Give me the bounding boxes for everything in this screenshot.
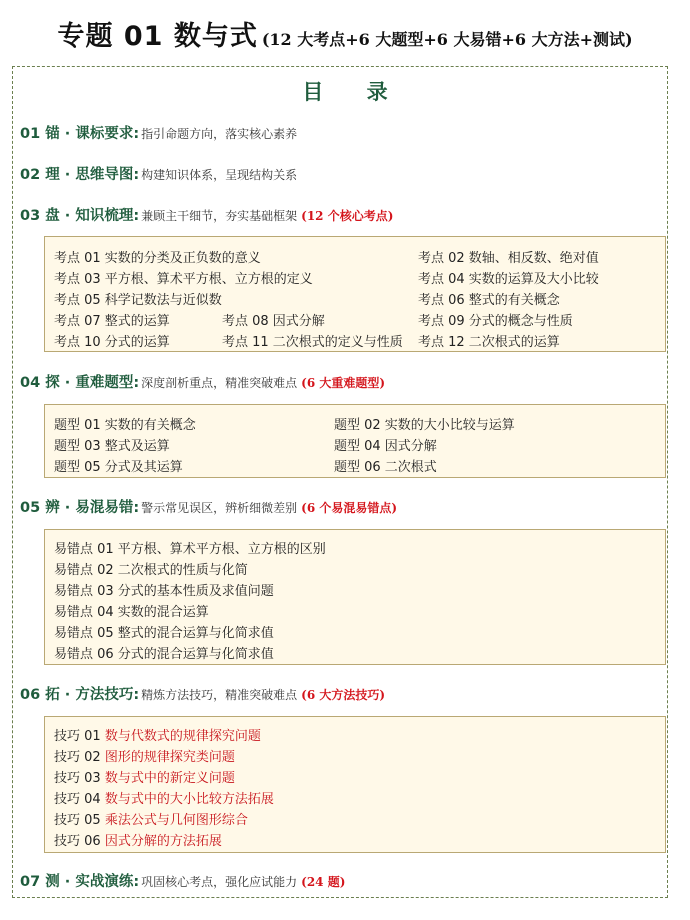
section-02[interactable] xyxy=(20,163,297,184)
section-07[interactable] xyxy=(20,870,345,891)
section-07-desc: 巩固核心考点，强化应试能力 xyxy=(141,875,298,889)
section-04-desc: 深度剖析重点，精准突破难点 xyxy=(141,376,298,390)
kaodian-item[interactable]: 考点 02 数轴、相反数、绝对值 xyxy=(418,251,599,266)
title-subtitle: (12 大考点+6 大题型+6 大易错+6 大方法+测试) xyxy=(261,30,633,49)
kaodian-box xyxy=(44,236,666,352)
yicuo-item[interactable]: 易错点 05 整式的混合运算与化简求值 xyxy=(54,626,274,641)
jiqiao-item[interactable] xyxy=(54,788,274,807)
section-04[interactable] xyxy=(20,371,385,392)
yicuo-item[interactable]: 易错点 03 分式的基本性质及求值问题 xyxy=(54,584,274,599)
kaodian-item[interactable]: 考点 08 因式分解 xyxy=(222,314,325,329)
jiqiao-item[interactable] xyxy=(54,725,261,744)
kaodian-item[interactable]: 考点 12 二次根式的运算 xyxy=(418,335,560,350)
jiqiao-box xyxy=(44,716,666,853)
kaodian-item[interactable]: 考点 04 实数的运算及大小比较 xyxy=(418,272,599,287)
section-03-head: 03 盘 · 知识梳理: xyxy=(20,208,140,224)
section-03-tag: (12 个核心考点) xyxy=(301,209,394,223)
document-title xyxy=(0,14,690,53)
yicuo-item[interactable]: 易错点 06 分式的混合运算与化简求值 xyxy=(54,647,274,662)
section-03-desc: 兼顾主干细节，夯实基础框架 xyxy=(141,209,298,223)
jiqiao-number: 技巧 06 xyxy=(54,834,101,849)
jiqiao-number: 技巧 03 xyxy=(54,771,101,786)
yicuo-item[interactable]: 易错点 02 二次根式的性质与化简 xyxy=(54,563,248,578)
section-05-head: 05 辨 · 易混易错: xyxy=(20,500,140,516)
section-02-head: 02 理 · 思维导图: xyxy=(20,167,140,183)
section-06-desc: 精炼方法技巧，精准突破难点 xyxy=(141,688,298,702)
section-04-head: 04 探 · 重难题型: xyxy=(20,375,140,391)
section-04-tag: (6 大重难题型) xyxy=(301,376,386,390)
kaodian-item[interactable]: 考点 06 整式的有关概念 xyxy=(418,293,560,308)
toc-heading: 目 录 xyxy=(302,80,406,104)
kaodian-item[interactable]: 考点 05 科学记数法与近似数 xyxy=(54,293,222,308)
section-01-desc: 指引命题方向，落实核心素养 xyxy=(141,127,298,141)
jiqiao-text: 因式分解的方法拓展 xyxy=(104,834,222,849)
section-06-head: 06 拓 · 方法技巧: xyxy=(20,687,140,703)
jiqiao-text: 数与式中的大小比较方法拓展 xyxy=(104,792,274,807)
kaodian-item[interactable]: 考点 09 分式的概念与性质 xyxy=(418,314,573,329)
tixing-box xyxy=(44,404,666,478)
yicuo-box xyxy=(44,529,666,665)
section-07-head: 07 测 · 实战演练: xyxy=(20,874,140,890)
jiqiao-item[interactable] xyxy=(54,809,248,828)
kaodian-item[interactable]: 考点 03 平方根、算术平方根、立方根的定义 xyxy=(54,272,313,287)
kaodian-item[interactable]: 考点 07 整式的运算 xyxy=(54,314,170,329)
jiqiao-text: 数与式中的新定义问题 xyxy=(104,771,235,786)
jiqiao-number: 技巧 05 xyxy=(54,813,101,828)
section-06-tag: (6 大方法技巧) xyxy=(301,688,386,702)
jiqiao-text: 数与代数式的规律探究问题 xyxy=(104,729,261,744)
section-06[interactable] xyxy=(20,683,385,704)
kaodian-item[interactable]: 考点 10 分式的运算 xyxy=(54,335,170,350)
section-01[interactable] xyxy=(20,122,297,143)
jiqiao-number: 技巧 02 xyxy=(54,750,101,765)
section-05-desc: 警示常见误区，辨析细微差别 xyxy=(141,501,298,515)
tixing-item[interactable]: 题型 02 实数的大小比较与运算 xyxy=(334,418,515,433)
jiqiao-item[interactable] xyxy=(54,767,235,786)
jiqiao-text: 图形的规律探究类问题 xyxy=(104,750,235,765)
title-main: 专题 01 数与式 xyxy=(57,21,258,52)
jiqiao-item[interactable] xyxy=(54,746,235,765)
section-05[interactable] xyxy=(20,496,397,517)
section-01-head: 01 锚 · 课标要求: xyxy=(20,126,140,142)
tixing-item[interactable]: 题型 06 二次根式 xyxy=(334,460,437,475)
section-07-tag: (24 题) xyxy=(301,875,346,889)
tixing-item[interactable]: 题型 01 实数的有关概念 xyxy=(54,418,196,433)
tixing-item[interactable]: 题型 03 整式及运算 xyxy=(54,439,170,454)
jiqiao-number: 技巧 01 xyxy=(54,729,101,744)
kaodian-item[interactable]: 考点 11 二次根式的定义与性质 xyxy=(222,335,403,350)
yicuo-item[interactable]: 易错点 04 实数的混合运算 xyxy=(54,605,209,620)
jiqiao-text: 乘法公式与几何图形综合 xyxy=(104,813,248,828)
kaodian-item[interactable]: 考点 01 实数的分类及正负数的意义 xyxy=(54,251,261,266)
section-05-tag: (6 个易混易错点) xyxy=(301,501,398,515)
section-02-desc: 构建知识体系，呈现结构关系 xyxy=(141,168,298,182)
tixing-item[interactable]: 题型 05 分式及其运算 xyxy=(54,460,183,475)
jiqiao-item[interactable] xyxy=(54,830,222,849)
yicuo-item[interactable]: 易错点 01 平方根、算术平方根、立方根的区别 xyxy=(54,542,326,557)
jiqiao-number: 技巧 04 xyxy=(54,792,101,807)
tixing-item[interactable]: 题型 04 因式分解 xyxy=(334,439,437,454)
section-03[interactable] xyxy=(20,204,393,225)
